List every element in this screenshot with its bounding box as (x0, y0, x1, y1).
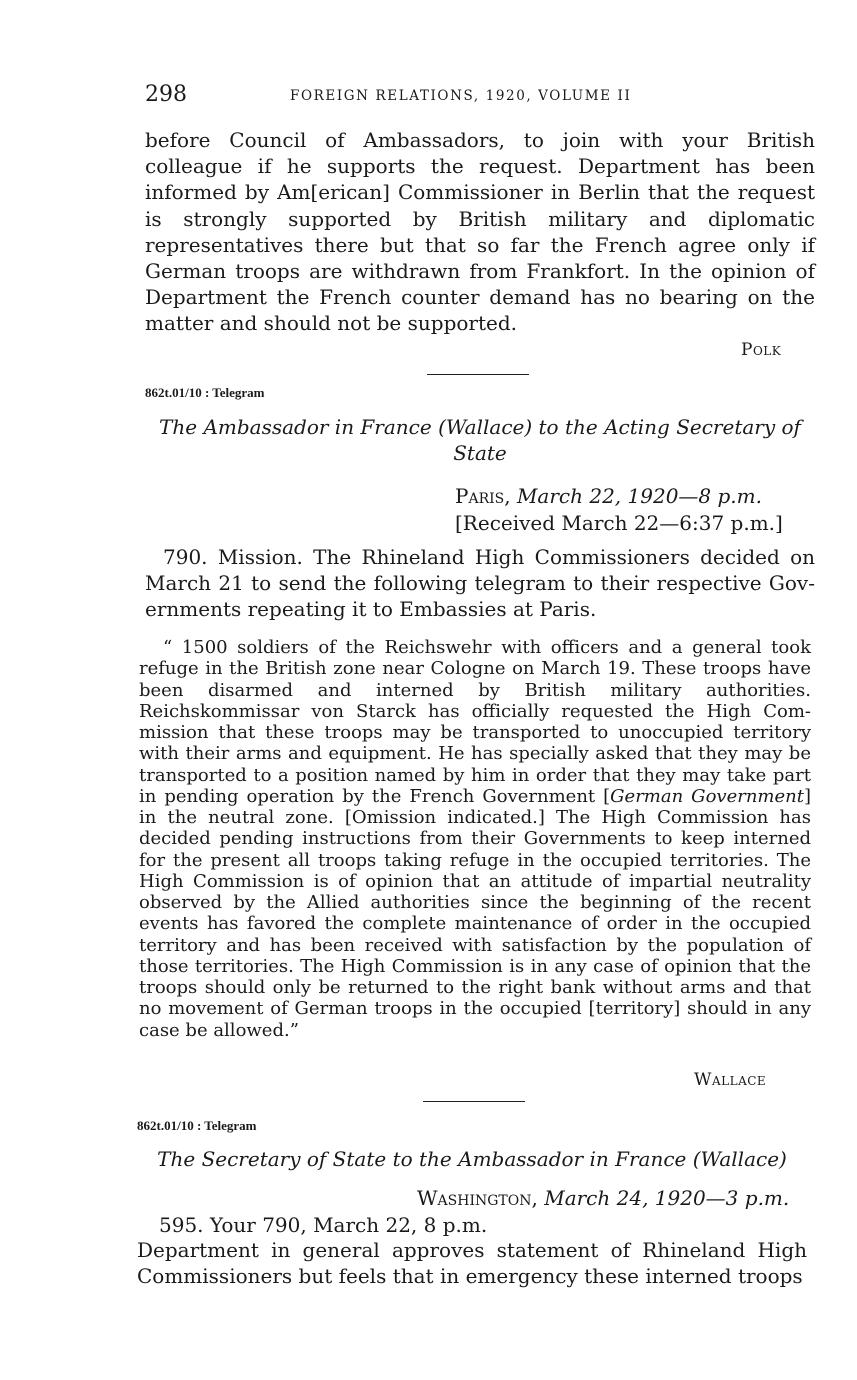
dateline (417, 1185, 789, 1212)
received-line: [Received March 22—6:37 p.m.] (455, 511, 783, 535)
reply-body: Department in general approves statement of Rhineland High Commissioners but feels that in emergency these interned troops (137, 1238, 807, 1289)
reply-reference: 595. Your 790, March 22, 8 p.m. (159, 1213, 488, 1237)
section-divider (423, 1101, 525, 1102)
quote-text-2: ] in the neutral zone. [Omission indicated.] The High Commission has decided pending instructions from their Governments to keep interned for the present all troops taking refuge in the occupied territories. The High Commission is of opinion that an attitude of impartial neutrality observed by the Allied authorities since the beginning of the recent events has favored the complete maintenance of order in the occupied territory and has been received with satisfaction by the population of those territories. The High Commission is in any case of opinion that the troops should only be returned to the right bank without arms and that no movement of German troops in the occupied [territory] should in any case be allowed.” (139, 785, 811, 1041)
continuation-paragraph: before Council of Ambassadors, to join with your British colleague if he supports the request. Department has been informed by Am[erican] Commissioner in Berlin that the request is strongly supported by British military and diplomatic representatives there but that so far the French agree only if German troops are withdrawn from Frankfort. In the opinion of Department the French counter demand has no bearing on the matter and should not be supported. (145, 128, 815, 336)
dateline-place: Washington, (417, 1186, 538, 1210)
telegram-body: 790. Mission. The Rhineland High Commissioners decided on March 21 to send the following telegram to their respective Governments repeating it to Embassies at Paris. (145, 545, 815, 622)
dateline-date: March 22, 1920—8 p.m. (516, 484, 762, 508)
dateline-date: March 24, 1920—3 p.m. (544, 1186, 790, 1210)
signature-polk: Polk (741, 340, 782, 360)
dateline (455, 483, 762, 510)
document-title: The Ambassador in France (Wallace) to the Acting Secretary of State (159, 415, 801, 465)
quote-italic: German Government (610, 785, 804, 807)
running-header (145, 82, 815, 112)
quoted-telegram (139, 637, 811, 1041)
document-title: The Secretary of State to the Ambassador in France (Wallace) (157, 1147, 787, 1171)
signature-wallace: Wallace (694, 1070, 767, 1090)
running-title: FOREIGN RELATIONS, 1920, VOLUME II (290, 88, 632, 104)
file-reference: 862t.01/10 : Telegram (145, 385, 265, 400)
page-number: 298 (145, 82, 187, 107)
file-reference: 862t.01/10 : Telegram (137, 1118, 257, 1133)
quote-text-1: “ 1500 soldiers of the Reichswehr with officers and a general took refuge in the British zone near Cologne on March 19. These troops have been disarmed and interned by British military authorities. Reichskommissar von Starck has officially requested the High Commission that these troops may be transported to unoccupied territory with their arms and equipment. He has specially asked that they may be transported to a position named by him in order that they may take part in pending operation by the French Government [ (139, 637, 811, 807)
section-divider (427, 374, 529, 375)
dateline-place: Paris, (455, 484, 511, 508)
